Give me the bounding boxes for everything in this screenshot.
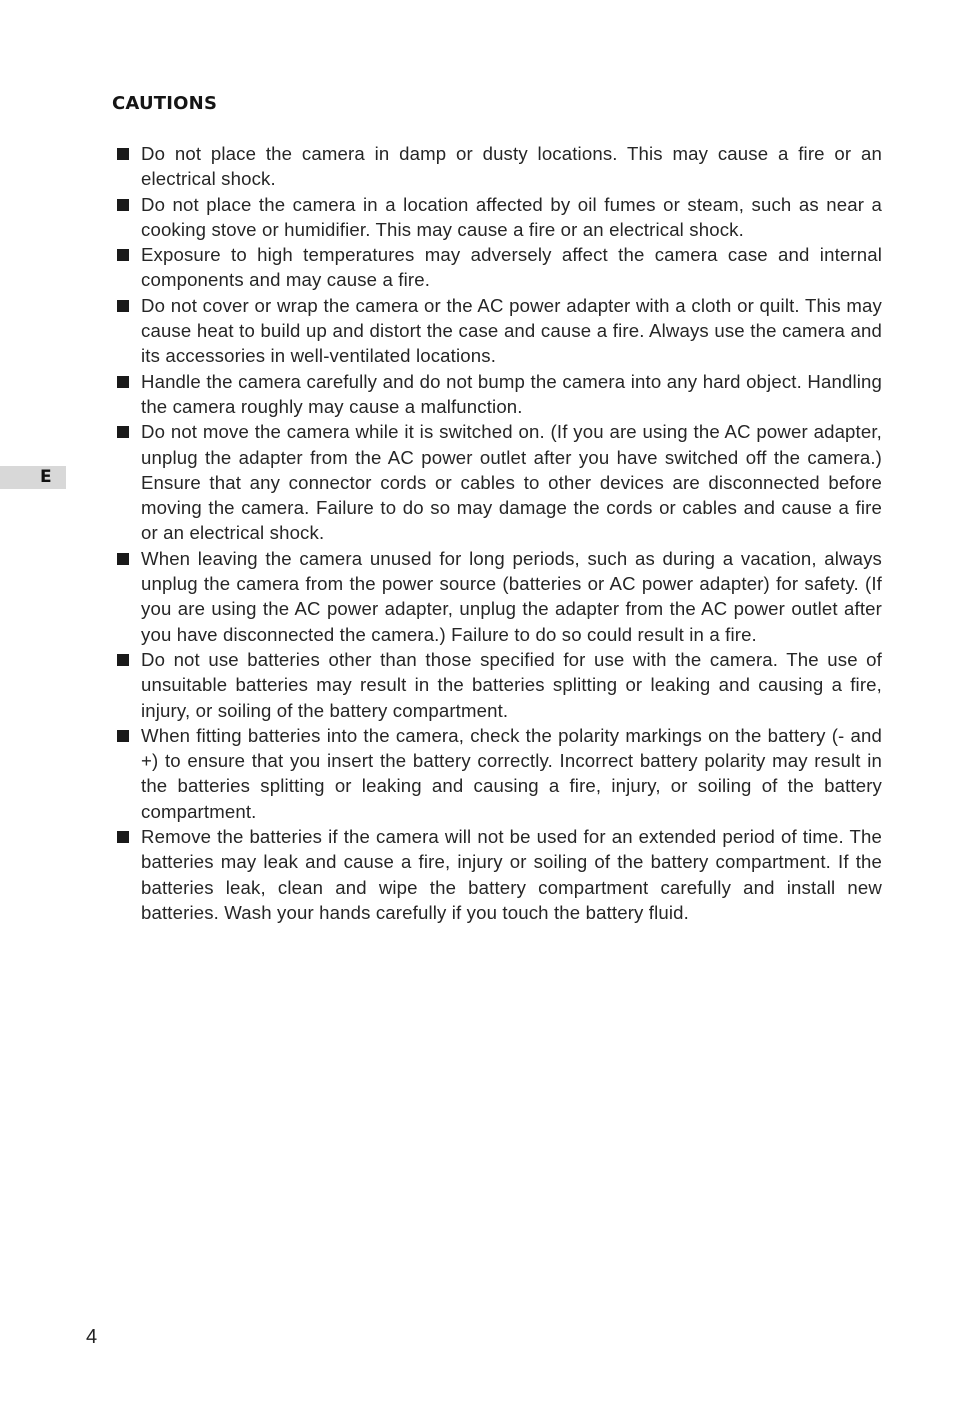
square-bullet-icon — [117, 426, 129, 438]
square-bullet-icon — [117, 300, 129, 312]
page-number: 4 — [86, 1326, 98, 1348]
caution-text: Do not move the camera while it is switched on. (If you are using the AC power adapter, unplug the adapter from the AC power outlet after you have switched off the camera.) Ensure that any connector cords or cables to other devices are disconnected before moving the camera. Failure to do so may damage the cords or cables and cause a fire or an electrical shock. — [141, 421, 882, 544]
caution-item — [117, 647, 882, 723]
caution-text: Do not use batteries other than those specified for use with the camera. The use of unsuitable batteries may result in the batteries splitting or leaking and causing a fire, injury, or soiling of the battery compartment. — [141, 648, 882, 721]
caution-item — [117, 192, 882, 243]
caution-item — [117, 242, 882, 293]
cautions-list — [117, 141, 882, 925]
caution-text: Remove the batteries if the camera will not be used for an extended period of time. The batteries may leak and cause a fire, injury or soiling of the battery compartment. If the batteries leak, clean and wipe the battery compartment carefully and install new batteries. Wash your hands carefully if you touch the battery fluid. — [141, 826, 882, 923]
caution-text: Handle the camera carefully and do not bump the camera into any hard object. Handling the camera roughly may cause a malfunction. — [141, 370, 882, 417]
page-heading: CAUTIONS — [112, 93, 218, 114]
language-tab-label: E — [40, 467, 52, 487]
caution-text: When leaving the camera unused for long periods, such as during a vacation, always unplug the camera from the power source (batteries or AC power adapter) for safety. (If you are using the AC power adapter, unplug the adapter from the AC power outlet after you have disconnected the camera.) Failure to do so could result in a fire. — [141, 547, 882, 645]
square-bullet-icon — [117, 249, 129, 261]
language-tab — [0, 466, 66, 489]
caution-text: Exposure to high temperatures may adversely affect the camera case and internal components and may cause a fire. — [141, 244, 882, 291]
caution-text: Do not place the camera in damp or dusty locations. This may cause a fire or an electrical shock. — [141, 143, 882, 190]
caution-item — [117, 369, 882, 420]
square-bullet-icon — [117, 376, 129, 388]
caution-item — [117, 141, 882, 192]
square-bullet-icon — [117, 148, 129, 160]
square-bullet-icon — [117, 730, 129, 742]
caution-item — [117, 824, 882, 925]
square-bullet-icon — [117, 553, 129, 565]
caution-item — [117, 546, 882, 647]
caution-item — [117, 419, 882, 545]
square-bullet-icon — [117, 199, 129, 211]
caution-text: Do not cover or wrap the camera or the AC power adapter with a cloth or quilt. This may cause heat to build up and distort the case and cause a fire. Always use the camera and its accessories in well-ventilated locations. — [141, 294, 882, 367]
caution-item — [117, 723, 882, 824]
square-bullet-icon — [117, 831, 129, 843]
square-bullet-icon — [117, 654, 129, 666]
caution-text: When fitting batteries into the camera, check the polarity markings on the battery (- and +) to ensure that you insert the battery correctly. Incorrect battery polarity may result in the batteries splitting or leaking and causing a fire, injury, or soiling of the battery compartment. — [141, 724, 882, 822]
caution-text: Do not place the camera in a location affected by oil fumes or steam, such as near a cooking stove or humidifier. This may cause a fire or an electrical shock. — [141, 193, 882, 240]
caution-item — [117, 293, 882, 369]
